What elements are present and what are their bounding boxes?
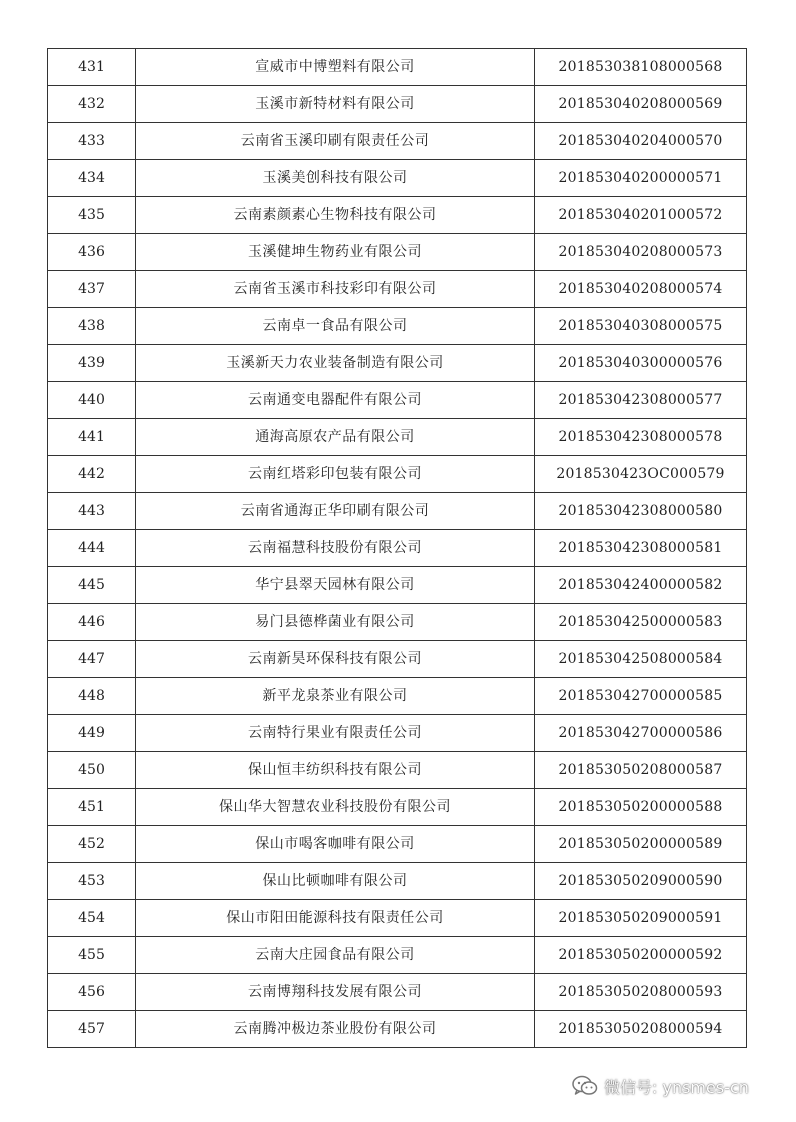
table-row <box>48 604 747 641</box>
row-number-cell: 453 <box>48 863 136 900</box>
row-number-cell: 443 <box>48 493 136 530</box>
table-row <box>48 493 747 530</box>
registration-code-cell: 201853042308000578 <box>535 419 747 456</box>
row-number-cell: 438 <box>48 308 136 345</box>
wechat-icon <box>572 1075 598 1097</box>
company-name-cell: 云南腾冲极边茶业股份有限公司 <box>136 1011 535 1048</box>
registration-code-cell: 201853040201000572 <box>535 197 747 234</box>
table-row <box>48 567 747 604</box>
table-row <box>48 419 747 456</box>
watermark-text: 微信号: ynsmes-cn <box>604 1077 749 1097</box>
table-row <box>48 160 747 197</box>
row-number-cell: 450 <box>48 752 136 789</box>
company-name-cell: 宣威市中博塑料有限公司 <box>136 49 535 86</box>
company-name-cell: 易门县德桦菌业有限公司 <box>136 604 535 641</box>
row-number-cell: 444 <box>48 530 136 567</box>
table-row <box>48 641 747 678</box>
registration-code-cell: 201853050209000590 <box>535 863 747 900</box>
table-row <box>48 123 747 160</box>
row-number-cell: 431 <box>48 49 136 86</box>
table-row <box>48 456 747 493</box>
company-name-cell: 通海高原农产品有限公司 <box>136 419 535 456</box>
wechat-watermark <box>572 1072 749 1100</box>
table-row <box>48 234 747 271</box>
table-row <box>48 678 747 715</box>
row-number-cell: 442 <box>48 456 136 493</box>
table-row <box>48 715 747 752</box>
row-number-cell: 434 <box>48 160 136 197</box>
table-row <box>48 345 747 382</box>
company-table <box>47 48 747 1048</box>
row-number-cell: 454 <box>48 900 136 937</box>
company-table-body <box>48 49 747 1048</box>
registration-code-cell: 201853050209000591 <box>535 900 747 937</box>
table-row <box>48 382 747 419</box>
company-table-container <box>47 48 745 1048</box>
company-name-cell: 云南省玉溪市科技彩印有限公司 <box>136 271 535 308</box>
registration-code-cell: 201853040208000569 <box>535 86 747 123</box>
registration-code-cell: 201853042508000584 <box>535 641 747 678</box>
row-number-cell: 435 <box>48 197 136 234</box>
registration-code-cell: 201853042308000580 <box>535 493 747 530</box>
registration-code-cell: 201853038108000568 <box>535 49 747 86</box>
company-name-cell: 云南特行果业有限责任公司 <box>136 715 535 752</box>
row-number-cell: 441 <box>48 419 136 456</box>
registration-code-cell: 201853050208000593 <box>535 974 747 1011</box>
table-row <box>48 49 747 86</box>
company-name-cell: 云南卓一食品有限公司 <box>136 308 535 345</box>
table-row <box>48 86 747 123</box>
row-number-cell: 449 <box>48 715 136 752</box>
row-number-cell: 452 <box>48 826 136 863</box>
table-row <box>48 197 747 234</box>
registration-code-cell: 201853050208000594 <box>535 1011 747 1048</box>
table-row <box>48 937 747 974</box>
company-name-cell: 保山恒丰纺织科技有限公司 <box>136 752 535 789</box>
company-name-cell: 云南红塔彩印包装有限公司 <box>136 456 535 493</box>
row-number-cell: 451 <box>48 789 136 826</box>
registration-code-cell: 2018530423OC000579 <box>535 456 747 493</box>
row-number-cell: 457 <box>48 1011 136 1048</box>
registration-code-cell: 201853050208000587 <box>535 752 747 789</box>
row-number-cell: 456 <box>48 974 136 1011</box>
company-name-cell: 云南通变电器配件有限公司 <box>136 382 535 419</box>
company-name-cell: 玉溪美创科技有限公司 <box>136 160 535 197</box>
table-row <box>48 752 747 789</box>
table-row <box>48 1011 747 1048</box>
company-name-cell: 云南福慧科技股份有限公司 <box>136 530 535 567</box>
row-number-cell: 447 <box>48 641 136 678</box>
row-number-cell: 439 <box>48 345 136 382</box>
registration-code-cell: 201853042400000582 <box>535 567 747 604</box>
row-number-cell: 448 <box>48 678 136 715</box>
row-number-cell: 432 <box>48 86 136 123</box>
company-name-cell: 新平龙泉茶业有限公司 <box>136 678 535 715</box>
row-number-cell: 440 <box>48 382 136 419</box>
registration-code-cell: 201853042700000585 <box>535 678 747 715</box>
company-name-cell: 保山市喝客咖啡有限公司 <box>136 826 535 863</box>
registration-code-cell: 201853040300000576 <box>535 345 747 382</box>
company-name-cell: 保山华大智慧农业科技股份有限公司 <box>136 789 535 826</box>
table-row <box>48 271 747 308</box>
registration-code-cell: 201853050200000592 <box>535 937 747 974</box>
registration-code-cell: 201853042308000577 <box>535 382 747 419</box>
registration-code-cell: 201853050200000589 <box>535 826 747 863</box>
row-number-cell: 437 <box>48 271 136 308</box>
company-name-cell: 保山比顿咖啡有限公司 <box>136 863 535 900</box>
registration-code-cell: 201853040204000570 <box>535 123 747 160</box>
registration-code-cell: 201853040200000571 <box>535 160 747 197</box>
table-row <box>48 826 747 863</box>
table-row <box>48 974 747 1011</box>
row-number-cell: 433 <box>48 123 136 160</box>
company-name-cell: 玉溪新天力农业装备制造有限公司 <box>136 345 535 382</box>
registration-code-cell: 201853042700000586 <box>535 715 747 752</box>
company-name-cell: 玉溪健坤生物药业有限公司 <box>136 234 535 271</box>
company-name-cell: 云南省通海正华印刷有限公司 <box>136 493 535 530</box>
company-name-cell: 华宁县翠天园林有限公司 <box>136 567 535 604</box>
company-name-cell: 云南素颜素心生物科技有限公司 <box>136 197 535 234</box>
registration-code-cell: 201853040208000573 <box>535 234 747 271</box>
row-number-cell: 446 <box>48 604 136 641</box>
row-number-cell: 436 <box>48 234 136 271</box>
company-name-cell: 云南新昊环保科技有限公司 <box>136 641 535 678</box>
table-row <box>48 863 747 900</box>
company-name-cell: 云南省玉溪印刷有限责任公司 <box>136 123 535 160</box>
company-name-cell: 云南大庄园食品有限公司 <box>136 937 535 974</box>
registration-code-cell: 201853050200000588 <box>535 789 747 826</box>
table-row <box>48 789 747 826</box>
table-row <box>48 308 747 345</box>
registration-code-cell: 201853040308000575 <box>535 308 747 345</box>
table-row <box>48 530 747 567</box>
registration-code-cell: 201853042308000581 <box>535 530 747 567</box>
row-number-cell: 455 <box>48 937 136 974</box>
row-number-cell: 445 <box>48 567 136 604</box>
table-row <box>48 900 747 937</box>
company-name-cell: 玉溪市新特材料有限公司 <box>136 86 535 123</box>
company-name-cell: 保山市阳田能源科技有限责任公司 <box>136 900 535 937</box>
company-name-cell: 云南博翔科技发展有限公司 <box>136 974 535 1011</box>
registration-code-cell: 201853040208000574 <box>535 271 747 308</box>
registration-code-cell: 201853042500000583 <box>535 604 747 641</box>
